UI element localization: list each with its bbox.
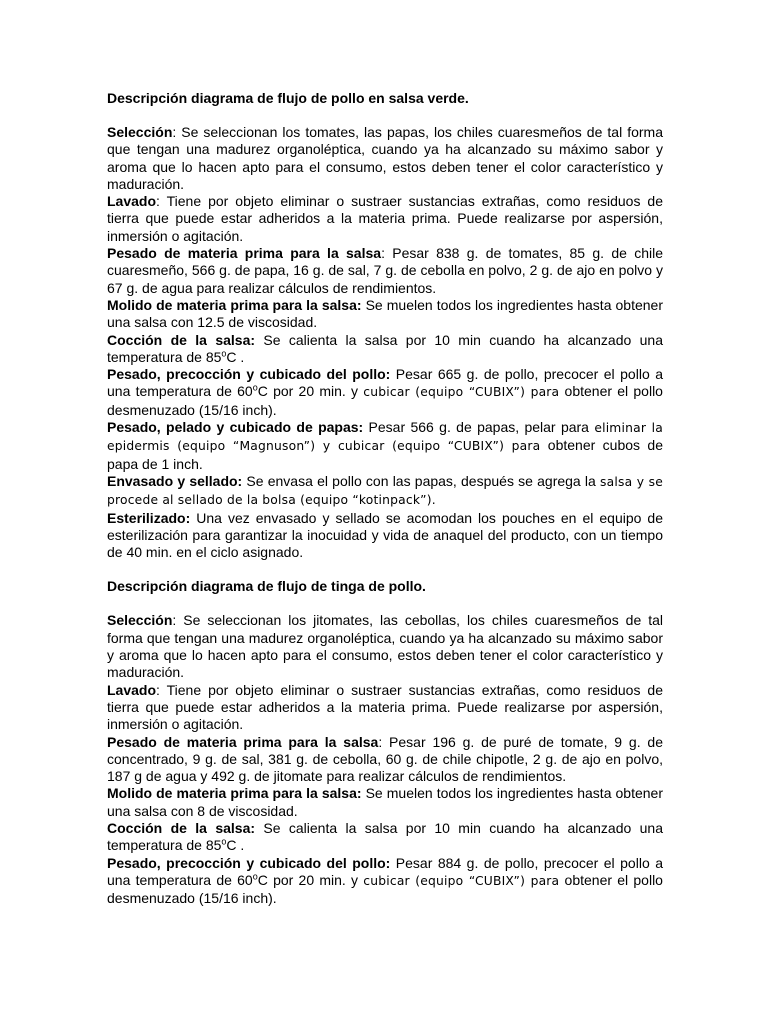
paragraph-text-tail: obtener el pollo desmenuzado (15/16 inch). [107, 383, 663, 418]
paragraph-term: Selección [107, 124, 173, 140]
paragraph-text-after: C . [226, 837, 245, 854]
paragraph-term: Lavado [107, 193, 157, 210]
paragraph [107, 419, 663, 473]
paragraph [107, 612, 663, 681]
paragraph [107, 124, 663, 193]
paragraph-text: Una vez envasado y sellado se acomodan los pouches en el equipo de esterilización para garantizar la inocuidad y vida de anaquel del producto, con un tiempo de 40 min. en el ciclo asignado. [107, 509, 663, 561]
paragraph-text: Pesar 884 g. de pollo, precocer el pollo a una temperatura de 60 [107, 854, 663, 888]
paragraph-text: : Tiene por objeto eliminar o sustraer sustancias extrañas, como residuos de tierra que puede estar adheridos a la materia prima. Puede realizarse por aspersión, inmersión o agitación. [107, 681, 663, 733]
paragraph-term: Pesado de materia prima para la salsa [107, 245, 382, 262]
paragraph-text: : Tiene por objeto eliminar o sustraer sustancias extrañas, como residuos de tierra que puede estar adheridos a la materia prima. Puede realizarse por aspersión, inmersión o agitación. [107, 193, 663, 244]
paragraph-text-after: C . [226, 348, 245, 365]
paragraph-term: Cocción de la salsa: [107, 331, 256, 348]
paragraph [107, 682, 663, 734]
paragraph-term: Molido de materia prima para la salsa: [107, 785, 362, 802]
paragraph-term: Selección [107, 612, 173, 629]
paragraph-equipment-text: cubicar (equipo “CUBIX”) para [363, 385, 560, 400]
paragraph-term: Esterilizado: [107, 509, 191, 526]
paragraph-text: : Pesar 196 g. de puré de tomate, 9 g. de concentrado, 9 g. de sal, 381 g. de cebolla, 60 g. de chile chipotle, 2 g. de ajo en polvo, 187 g de agua y 492 g. de jitomate para realizar cálculos de rendimientos. [107, 733, 663, 785]
paragraph-text-tail: obtener el pollo desmenuzado (15/16 inch). [107, 871, 663, 907]
paragraph [107, 366, 663, 419]
paragraph-term: Cocción de la salsa: [107, 819, 256, 836]
paragraph-text: Se muelen todos los ingredientes hasta obtener una salsa con 12.5 de viscosidad. [107, 296, 664, 331]
paragraph [107, 193, 663, 245]
section-title-tinga: Descripción diagrama de flujo de tinga de pollo. [107, 578, 426, 595]
degree-mark: o [252, 871, 258, 882]
paragraph-text: Pesar 566 g. de papas, pelar para [363, 419, 595, 436]
paragraph [107, 820, 663, 855]
paragraph-text: : Se seleccionan los jitomates, las cebollas, los chiles cuaresmeños de tal forma que tengan una madurez organoléptica, cuando ya ha alcanzado su máximo sabor y aroma que lo hacen apto para el consumo, estos deben tener el color característico y maduración. [107, 612, 663, 681]
paragraph-term: Pesado, pelado y cubicado de papas: [107, 419, 364, 436]
paragraph-text: : Se seleccionan los tomates, las papas, los chiles cuaresmeños de tal forma que tengan una madurez organoléptica, cuando ya ha alcanzado su máximo sabor y aroma que lo hacen apto para el consumo, estos deben tener el color característico y maduración. [107, 124, 663, 192]
degree-mark: o [221, 348, 227, 359]
paragraph [107, 245, 663, 297]
paragraph-text-after: C por 20 min. y [257, 383, 364, 400]
paragraph-term: Pesado, precocción y cubicado del pollo: [107, 366, 391, 383]
document-page [107, 90, 663, 907]
section-salsa-verde [107, 124, 663, 561]
paragraph-text: Se envasa el pollo con las papas, después se agrega la [242, 472, 601, 489]
paragraph-text: : Pesar 838 g. de tomates, 85 g. de chile cuaresmeño, 566 g. de papa, 16 g. de sal, 7 g. de cebolla en polvo, 2 g. de ajo en polvo y 67 g. de agua para realizar cálculos de rendimientos. [107, 245, 663, 296]
paragraph [107, 785, 663, 820]
paragraph-term: Envasado y sellado: [107, 472, 243, 489]
paragraph-term: Pesado, precocción y cubicado del pollo: [107, 854, 391, 871]
degree-mark: o [252, 382, 258, 393]
paragraph-term: Lavado [107, 681, 157, 698]
paragraph-text: Se muelen todos los ingredientes hasta obtener una salsa con 8 de viscosidad. [107, 785, 664, 819]
paragraph [107, 332, 663, 367]
paragraph-term: Pesado de materia prima para la salsa [107, 733, 379, 750]
paragraph-equipment-text: salsa y se procede al sellado de la bolsa (equipo “kotinpack”). [107, 474, 663, 508]
paragraph-text-tail: obtener cubos de papa de 1 inch. [107, 437, 663, 472]
paragraph-text: Pesar 665 g. de pollo, precocer el pollo a una temperatura de 60 [107, 366, 663, 400]
section-tinga [107, 612, 663, 907]
paragraph [107, 510, 663, 562]
paragraph-text-after: C por 20 min. y [257, 871, 364, 888]
paragraph [107, 855, 663, 908]
paragraph-term: Molido de materia prima para la salsa: [107, 296, 362, 313]
paragraph-text: Se calienta la salsa por 10 min cuando ha alcanzado una temperatura de 85 [107, 331, 663, 365]
paragraph-equipment-text: cubicar (equipo “CUBIX”) para [363, 873, 560, 888]
paragraph-equipment-text: eliminar la epidermis (equipo “Magnuson”) y cubicar (equipo “CUBIX”) para [107, 421, 664, 454]
paragraph [107, 734, 663, 786]
paragraph [107, 473, 663, 510]
paragraph-text: Se calienta la salsa por 10 min cuando ha alcanzado una temperatura de 85 [107, 819, 663, 854]
section-title-salsa-verde: Descripción diagrama de flujo de pollo en salsa verde. [107, 90, 469, 106]
degree-mark: o [221, 836, 227, 847]
paragraph [107, 297, 663, 332]
